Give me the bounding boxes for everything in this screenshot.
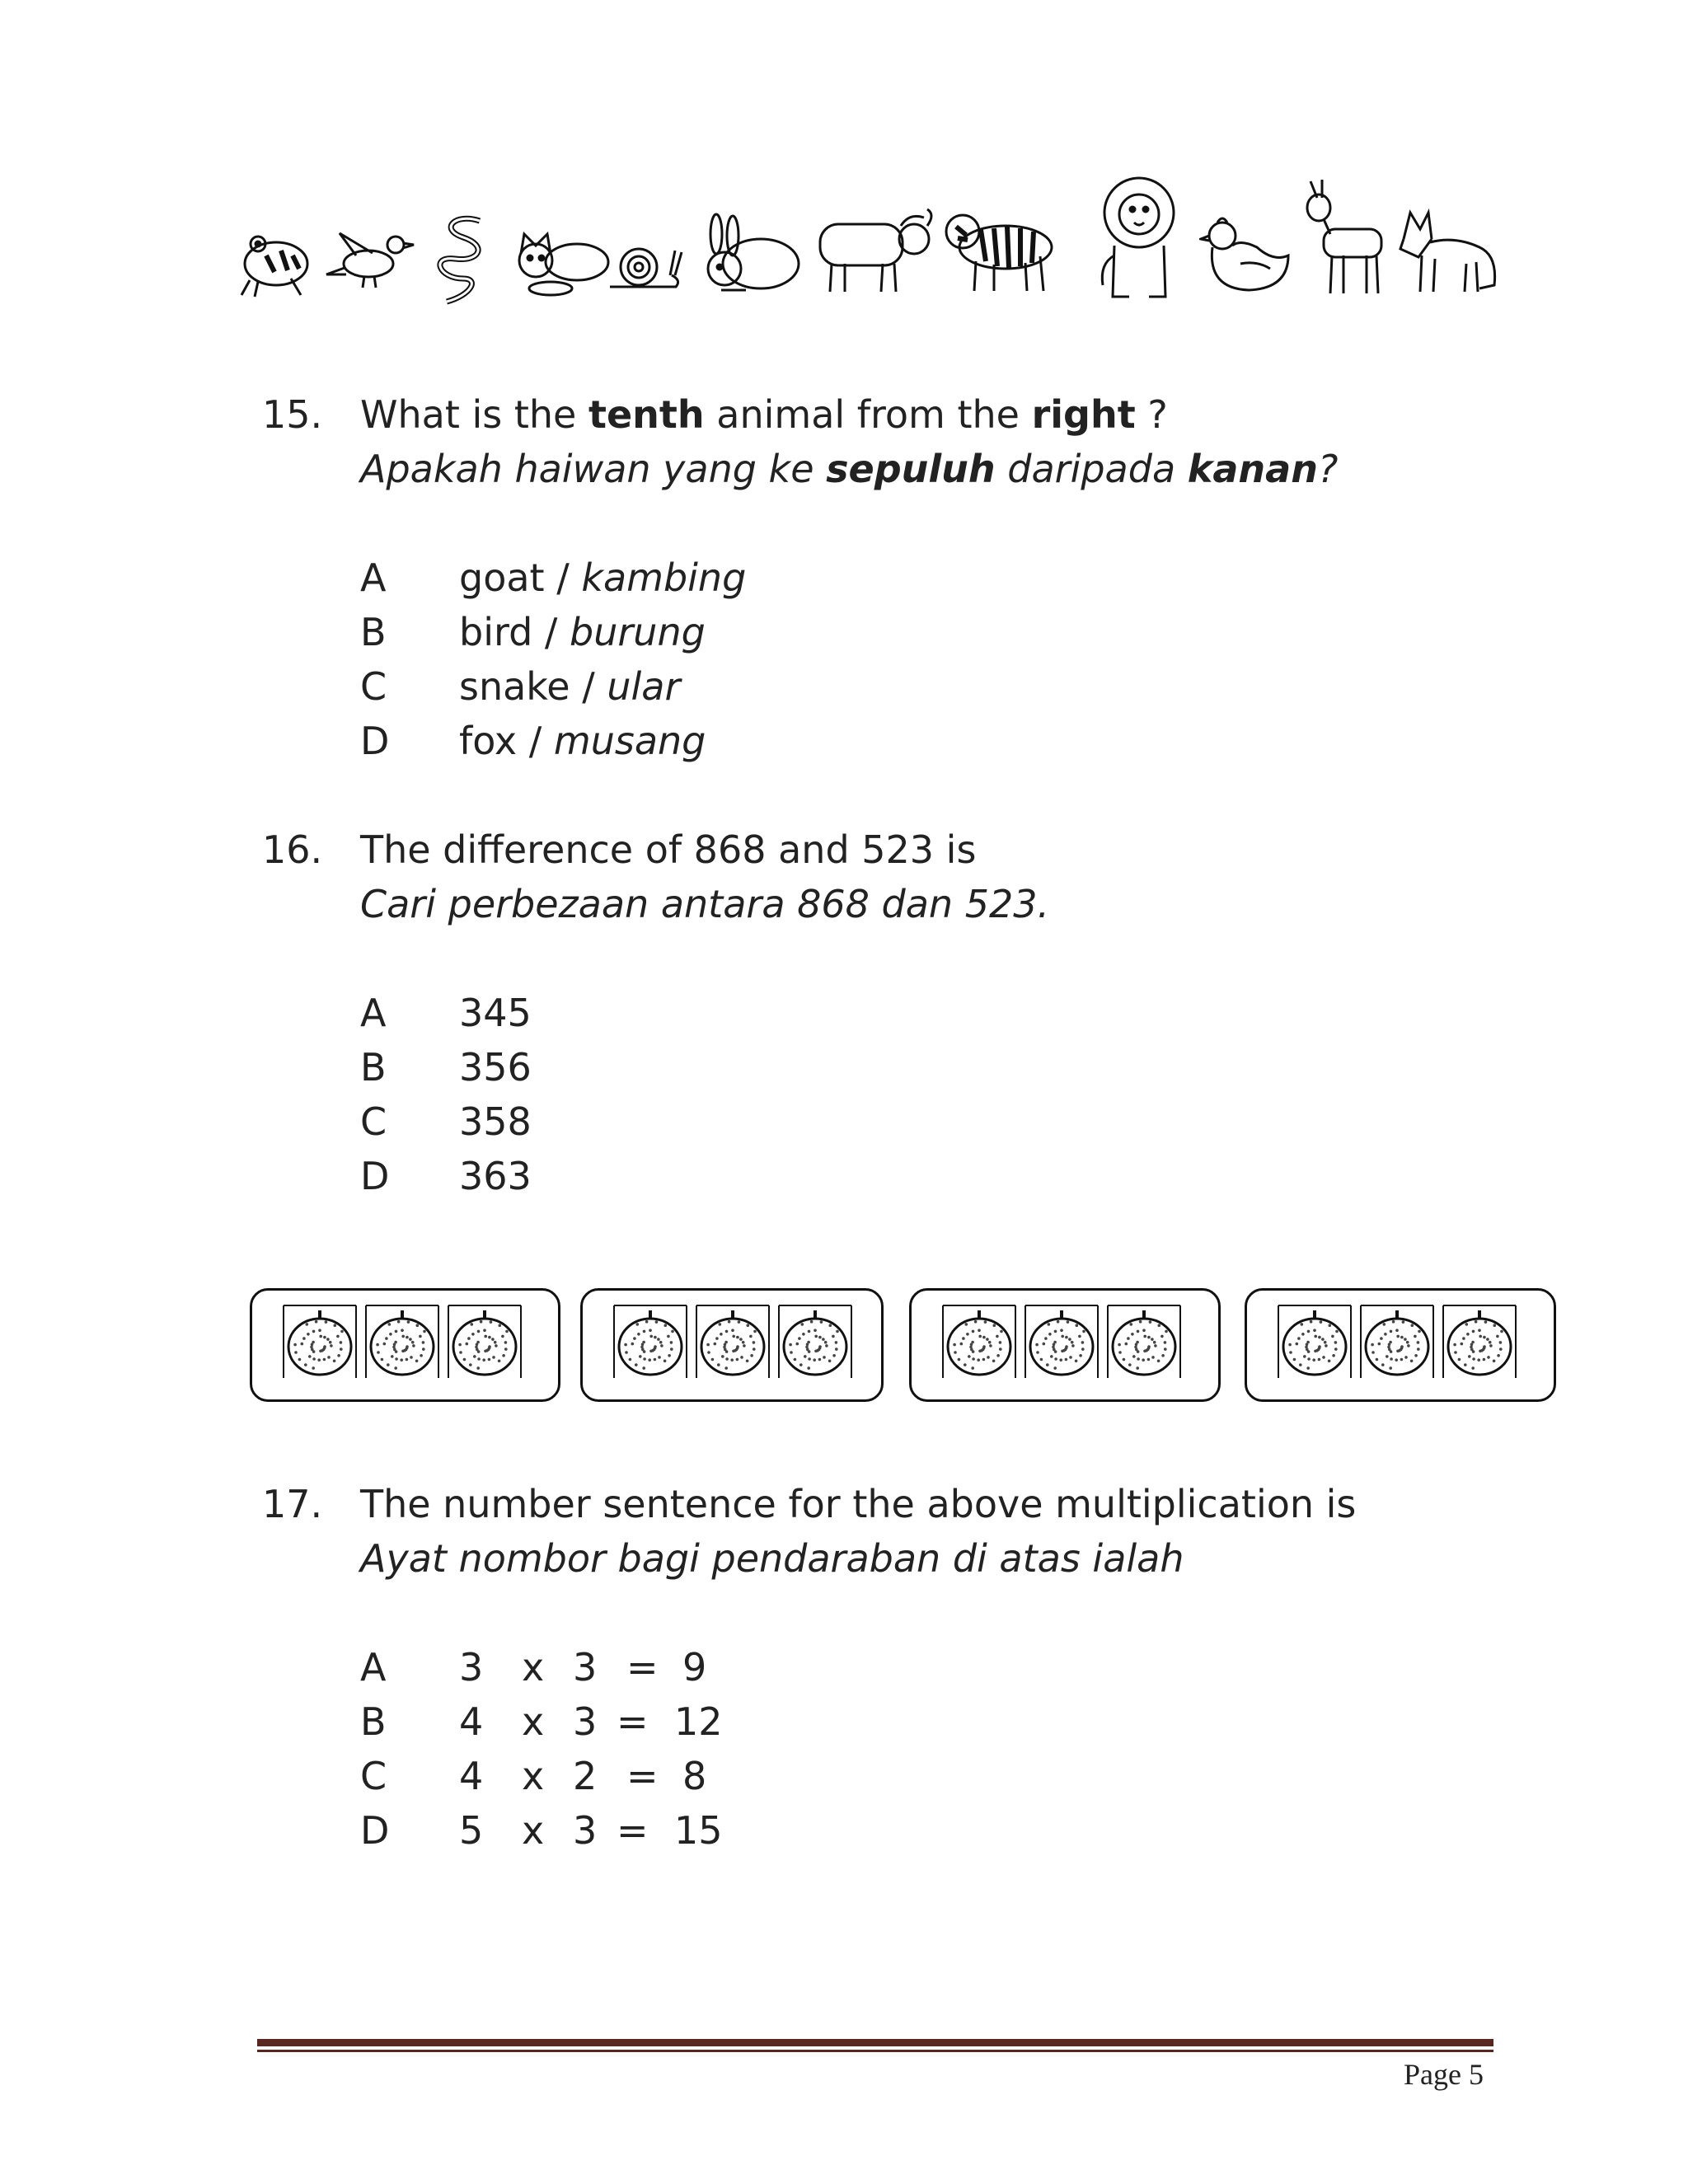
question-number: 16. bbox=[262, 827, 323, 872]
question-16-english: The difference of 868 and 523 is bbox=[360, 827, 977, 872]
option-letter[interactable]: B bbox=[360, 1045, 387, 1090]
durian-icon bbox=[1357, 1302, 1437, 1381]
question-number: 15. bbox=[262, 392, 323, 437]
frog-icon bbox=[233, 223, 312, 301]
option-d[interactable]: 363 bbox=[459, 1154, 532, 1198]
question-keyword: tenth bbox=[588, 392, 705, 437]
question-text: ? bbox=[1135, 392, 1168, 437]
question-17-malay: Ayat nombor bagi pendaraban di atas ialah bbox=[360, 1536, 1184, 1581]
times-sign: x bbox=[522, 1754, 545, 1798]
factor-b: 3 bbox=[573, 1808, 598, 1853]
equals-sign: = bbox=[617, 1699, 649, 1744]
durian-icon bbox=[445, 1302, 524, 1381]
option-text-malay: musang bbox=[553, 719, 706, 763]
bird-icon bbox=[323, 227, 418, 293]
factor-a: 4 bbox=[459, 1754, 484, 1798]
question-text: ? bbox=[1317, 447, 1339, 491]
option-letter[interactable]: C bbox=[360, 1099, 387, 1144]
footer-rule bbox=[257, 2039, 1493, 2046]
product: 12 bbox=[674, 1699, 723, 1744]
product: 8 bbox=[682, 1754, 707, 1798]
question-text: What is the bbox=[360, 392, 588, 437]
option-a[interactable]: 345 bbox=[459, 991, 532, 1035]
option-text: goat / bbox=[459, 555, 582, 600]
option-c[interactable] bbox=[459, 664, 681, 709]
option-text: bird / bbox=[459, 610, 570, 654]
durian-icon bbox=[1104, 1302, 1184, 1381]
product: 15 bbox=[674, 1808, 723, 1853]
option-text: snake / bbox=[459, 664, 607, 709]
times-sign: x bbox=[522, 1699, 545, 1744]
option-letter[interactable]: B bbox=[360, 610, 387, 654]
factor-b: 3 bbox=[573, 1699, 598, 1744]
option-letter[interactable]: D bbox=[360, 1154, 390, 1198]
footer-rule bbox=[257, 2050, 1493, 2052]
durian-icon bbox=[280, 1302, 359, 1381]
durian-icon bbox=[1022, 1302, 1101, 1381]
durian-icon bbox=[1275, 1302, 1354, 1381]
equals-sign: = bbox=[617, 1808, 649, 1853]
option-b[interactable] bbox=[459, 610, 706, 654]
option-b[interactable]: 356 bbox=[459, 1045, 532, 1090]
tiger-icon bbox=[940, 202, 1063, 297]
durian-icon bbox=[940, 1302, 1019, 1381]
durian-icon bbox=[693, 1302, 772, 1381]
equals-sign: = bbox=[626, 1645, 659, 1690]
question-16-malay: Cari perbezaan antara 868 dan 523. bbox=[360, 882, 1050, 926]
buffalo-icon bbox=[812, 206, 935, 297]
question-text: Apakah haiwan yang ke bbox=[360, 447, 827, 491]
option-letter[interactable]: A bbox=[360, 991, 387, 1035]
factor-b: 2 bbox=[573, 1754, 598, 1798]
question-text: animal from the bbox=[704, 392, 1032, 437]
option-letter[interactable]: B bbox=[360, 1699, 387, 1744]
hen-icon bbox=[1199, 214, 1294, 301]
goat-icon bbox=[1294, 173, 1393, 297]
durian-group-box bbox=[250, 1288, 560, 1402]
question-number: 17. bbox=[262, 1482, 323, 1526]
durian-icon bbox=[1440, 1302, 1519, 1381]
durian-group-box bbox=[909, 1288, 1221, 1402]
question-15-malay bbox=[360, 447, 1339, 491]
option-text-malay: ular bbox=[607, 664, 681, 709]
snail-icon bbox=[606, 239, 684, 293]
option-a[interactable] bbox=[459, 555, 747, 600]
question-15-english bbox=[360, 392, 1168, 437]
question-17-english: The number sentence for the above multiplication is bbox=[360, 1482, 1357, 1526]
durian-icon bbox=[611, 1302, 690, 1381]
snake-icon bbox=[422, 213, 500, 307]
option-letter[interactable]: A bbox=[360, 1645, 387, 1690]
option-text-malay: kambing bbox=[581, 555, 747, 600]
cat-icon bbox=[509, 221, 617, 299]
option-c[interactable]: 358 bbox=[459, 1099, 532, 1144]
option-letter[interactable]: A bbox=[360, 555, 387, 600]
factor-a: 5 bbox=[459, 1808, 484, 1853]
factor-b: 3 bbox=[573, 1645, 598, 1690]
factor-a: 4 bbox=[459, 1699, 484, 1744]
lion-icon bbox=[1088, 173, 1191, 301]
times-sign: x bbox=[522, 1645, 545, 1690]
question-keyword: kanan bbox=[1187, 447, 1318, 491]
option-letter[interactable]: C bbox=[360, 1754, 387, 1798]
durian-group-box bbox=[1245, 1288, 1556, 1402]
durian-group-box bbox=[580, 1288, 884, 1402]
times-sign: x bbox=[522, 1808, 545, 1853]
option-letter[interactable]: D bbox=[360, 1808, 390, 1853]
fox-icon bbox=[1397, 206, 1500, 297]
durian-icon bbox=[363, 1302, 442, 1381]
factor-a: 3 bbox=[459, 1645, 484, 1690]
product: 9 bbox=[682, 1645, 707, 1690]
question-keyword: sepuluh bbox=[826, 447, 996, 491]
durian-icon bbox=[776, 1302, 855, 1381]
equals-sign: = bbox=[626, 1754, 659, 1798]
page-number: Page 5 bbox=[1404, 2058, 1484, 2091]
option-text: fox / bbox=[459, 719, 554, 763]
rabbit-icon bbox=[696, 213, 808, 299]
question-keyword: right bbox=[1031, 392, 1136, 437]
option-letter[interactable]: C bbox=[360, 664, 387, 709]
option-text-malay: burung bbox=[570, 610, 706, 654]
option-d[interactable] bbox=[459, 719, 706, 763]
question-text: daripada bbox=[995, 447, 1188, 491]
option-letter[interactable]: D bbox=[360, 719, 390, 763]
